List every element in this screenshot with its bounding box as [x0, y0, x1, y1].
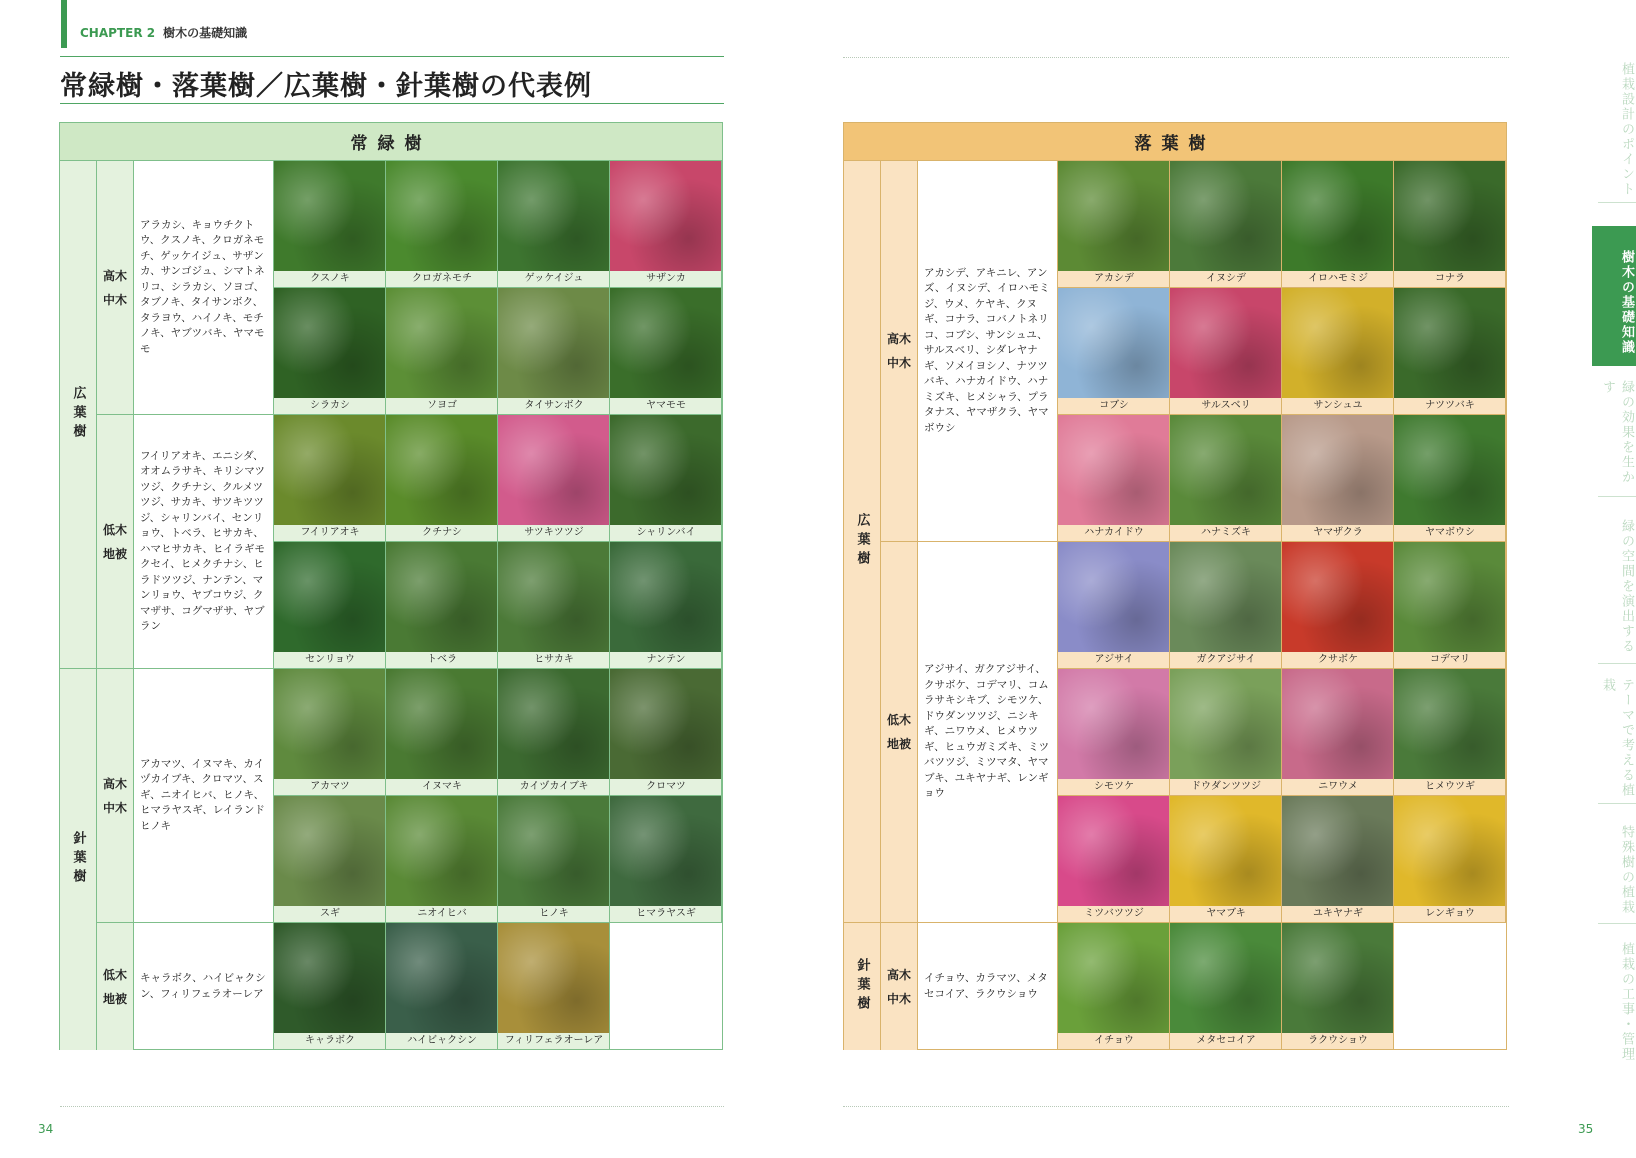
plant-photo-caption: ヒサカキ	[498, 652, 610, 668]
plant-photo	[498, 415, 610, 542]
evergreen-conifer-label: 針葉樹	[60, 669, 97, 1050]
size-label: 中木	[886, 991, 911, 1006]
evergreen-conifer-low-list	[134, 923, 274, 1050]
plant-photo	[274, 161, 386, 288]
plant-photo	[274, 923, 386, 1050]
chapter-tab-3[interactable]: 緑の効果を生かす	[1600, 380, 1634, 485]
plant-photo-image	[1282, 923, 1394, 1034]
plant-photo-caption: ヒマラヤスギ	[610, 906, 722, 922]
tab-divider	[1598, 202, 1636, 203]
chapter-tab-1[interactable]: 植栽設計のポイント	[1619, 61, 1634, 197]
plant-photo-image	[610, 161, 722, 272]
page-number-right: 35	[1578, 1122, 1594, 1136]
plant-photo-image	[1282, 415, 1394, 526]
plant-photo	[1394, 796, 1506, 923]
species-list-text: アジサイ、ガクアジサイ、クサボケ、コデマリ、コムラサキシキブ、シモツケ、ドウダンツツジ、ニシキギ、ニワウメ、ヒメウツギ、ヒュウガミズキ、ミツバツツジ、ミツマタ、ヤマブキ、ユキヤナギ、レンギョウ	[924, 663, 1050, 800]
plant-photo-image	[1058, 669, 1170, 780]
plant-photo	[1170, 161, 1282, 288]
plant-photo-image	[386, 161, 498, 272]
size-label: 高木	[886, 967, 911, 982]
plant-photo-caption: ユキヤナギ	[1282, 906, 1394, 922]
plant-photo	[1170, 542, 1282, 669]
plant-photo	[498, 542, 610, 669]
header-rule-right	[843, 57, 1509, 58]
tab-divider	[1598, 663, 1636, 664]
plant-photo-image	[274, 288, 386, 399]
plant-photo	[610, 161, 722, 288]
plant-photo-caption: ハナミズキ	[1170, 525, 1282, 541]
evergreen-conifer-tall-list	[134, 669, 274, 923]
plant-photo-caption: アカシデ	[1058, 271, 1170, 287]
plant-photo	[498, 161, 610, 288]
deciduous-broadleaf-low-list	[918, 542, 1058, 923]
plant-photo-caption: イロハモミジ	[1282, 271, 1394, 287]
plant-photo-caption: イヌシデ	[1170, 271, 1282, 287]
plant-photo	[1282, 923, 1394, 1050]
plant-photo-caption: スギ	[274, 906, 386, 922]
size-label: 中木	[886, 356, 911, 370]
chapter-tab-2-active[interactable]: 樹木の基礎知識	[1592, 226, 1636, 366]
size-label: 高木	[102, 776, 127, 791]
plant-photo-caption: ヒノキ	[498, 906, 610, 922]
plant-photo-image	[1170, 415, 1282, 526]
deciduous-conifer-tall-list	[918, 923, 1058, 1050]
plant-photo-caption: メタセコイア	[1170, 1033, 1282, 1049]
plant-photo-image	[1058, 923, 1170, 1034]
plant-photo	[1058, 161, 1170, 288]
plant-photo	[1058, 669, 1170, 796]
evergreen-conifer-low-label	[97, 923, 134, 1050]
chapter-accent-bar	[61, 0, 67, 48]
plant-photo-caption: クサボケ	[1282, 652, 1394, 668]
plant-photo-caption: ヒメウツギ	[1394, 779, 1506, 795]
chapter-tab-7[interactable]: 植栽の工事・管理	[1619, 942, 1634, 1062]
plant-photo	[1282, 542, 1394, 669]
plant-photo-image	[274, 669, 386, 780]
deciduous-conifer-label: 針葉樹	[844, 923, 881, 1050]
chapter-tab-4[interactable]: 緑の空間を演出する	[1619, 518, 1634, 654]
chapter-header	[80, 24, 247, 41]
plant-photo-image	[498, 161, 610, 272]
chapter-label: CHAPTER	[80, 26, 143, 40]
plant-photo-image	[1282, 542, 1394, 653]
chapter-title: 樹木の基礎知識	[163, 26, 248, 40]
plant-photo-image	[1170, 669, 1282, 780]
plant-photo-caption: シャリンバイ	[610, 525, 722, 541]
plant-photo-caption: イヌマキ	[386, 779, 498, 795]
plant-photo	[1282, 288, 1394, 415]
plant-photo-image	[1170, 161, 1282, 272]
plant-photo-image	[1282, 288, 1394, 399]
plant-photo-image	[386, 669, 498, 780]
evergreen-broadleaf-tall-list	[134, 161, 274, 415]
evergreen-header: 常緑樹	[60, 123, 722, 161]
plant-photo-image	[274, 542, 386, 653]
plant-photo-caption: コブシ	[1058, 398, 1170, 414]
plant-photo-caption: クロガネモチ	[386, 271, 498, 287]
plant-photo	[386, 669, 498, 796]
plant-photo-image	[386, 796, 498, 907]
plant-photo-image	[498, 288, 610, 399]
plant-photo-caption: ナンテン	[610, 652, 722, 668]
plant-photo-caption: コナラ	[1394, 271, 1506, 287]
plant-photo	[610, 669, 722, 796]
plant-photo-image	[610, 542, 722, 653]
species-list-text: イチョウ、カラマツ、メタセコイア、ラクウショウ	[924, 972, 1048, 1000]
plant-photo-caption: イチョウ	[1058, 1033, 1170, 1049]
plant-photo-image	[1394, 669, 1506, 780]
plant-photo-caption: ゲッケイジュ	[498, 271, 610, 287]
plant-photo	[498, 796, 610, 923]
header-rule	[60, 56, 724, 57]
evergreen-broadleaf-low-list	[134, 415, 274, 669]
species-list-text: アカマツ、イヌマキ、カイヅカイブキ、クロマツ、スギ、ニオイヒバ、ヒノキ、ヒマラヤスギ、レイランドヒノキ	[140, 757, 265, 832]
plant-photo-caption: ハナカイドウ	[1058, 525, 1170, 541]
plant-photo-image	[610, 415, 722, 526]
plant-photo	[386, 161, 498, 288]
plant-photo-image	[1058, 796, 1170, 907]
plant-photo-image	[498, 542, 610, 653]
plant-photo	[274, 796, 386, 923]
size-label: 地被	[886, 737, 911, 751]
plant-photo-image	[274, 415, 386, 526]
plant-photo-image	[1394, 288, 1506, 399]
plant-photo	[610, 542, 722, 669]
plant-photo-caption: ラクウショウ	[1282, 1033, 1394, 1049]
plant-photo-caption: ソヨゴ	[386, 398, 498, 414]
plant-photo-caption: ナツツバキ	[1394, 398, 1506, 414]
size-label: 高木	[102, 268, 127, 283]
plant-photo	[1394, 415, 1506, 542]
plant-photo-image	[498, 415, 610, 526]
plant-photo	[498, 923, 610, 1050]
plant-photo-caption: ニオイヒバ	[386, 906, 498, 922]
deciduous-header: 落葉樹	[844, 123, 1506, 161]
plant-photo	[274, 669, 386, 796]
plant-photo-caption: タイサンボク	[498, 398, 610, 414]
plant-photo-caption: ガクアジサイ	[1170, 652, 1282, 668]
plant-photo-image	[386, 415, 498, 526]
plant-photo	[274, 288, 386, 415]
plant-photo	[1170, 669, 1282, 796]
plant-photo-image	[498, 796, 610, 907]
deciduous-broadleaf-tall-list	[918, 161, 1058, 542]
plant-photo-caption: フイリアオキ	[274, 525, 386, 541]
evergreen-broadleaf-tall-label	[97, 161, 134, 415]
size-label: 低木	[102, 522, 127, 537]
plant-photo-image	[1170, 796, 1282, 907]
plant-photo-caption: キャラボク	[274, 1033, 386, 1049]
plant-photo	[1058, 796, 1170, 923]
plant-photo-caption: トベラ	[386, 652, 498, 668]
plant-photo-caption: センリョウ	[274, 652, 386, 668]
plant-photo-caption: クスノキ	[274, 271, 386, 287]
plant-photo	[274, 542, 386, 669]
plant-photo-caption: ニワウメ	[1282, 779, 1394, 795]
deciduous-table	[843, 122, 1507, 1050]
footer-rule-left	[60, 1106, 724, 1107]
plant-photo-caption: ヤマボウシ	[1394, 525, 1506, 541]
plant-photo-image	[498, 669, 610, 780]
chapter-number: 2	[146, 26, 156, 40]
plant-photo	[1394, 542, 1506, 669]
evergreen-table	[59, 122, 723, 1050]
plant-photo-image	[1394, 796, 1506, 907]
plant-photo	[1058, 923, 1170, 1050]
plant-photo-caption: ヤマモモ	[610, 398, 722, 414]
plant-photo-caption: ヤマブキ	[1170, 906, 1282, 922]
plant-photo	[498, 669, 610, 796]
size-label: 地被	[102, 991, 127, 1006]
plant-photo	[386, 796, 498, 923]
plant-photo-caption: アジサイ	[1058, 652, 1170, 668]
plant-photo-caption: コデマリ	[1394, 652, 1506, 668]
evergreen-broadleaf-low-label	[97, 415, 134, 669]
title-rule	[60, 103, 724, 104]
evergreen-conifer-tall-label	[97, 669, 134, 923]
deciduous-broadleaf-low-label	[881, 542, 918, 923]
plant-photo	[1058, 542, 1170, 669]
plant-photo-caption: カイヅカイブキ	[498, 779, 610, 795]
plant-photo-image	[1058, 288, 1170, 399]
plant-photo	[1282, 415, 1394, 542]
plant-photo-caption: シラカシ	[274, 398, 386, 414]
size-label: 低木	[886, 713, 911, 727]
plant-photo-image	[386, 288, 498, 399]
plant-photo	[1058, 288, 1170, 415]
plant-photo-caption: サンシュユ	[1282, 398, 1394, 414]
size-label: 中木	[102, 800, 127, 815]
evergreen-broadleaf-label: 広葉樹	[60, 161, 97, 669]
plant-photo	[386, 415, 498, 542]
plant-photo-image	[1058, 542, 1170, 653]
plant-photo-image	[1394, 161, 1506, 272]
deciduous-broadleaf-tall-label	[881, 161, 918, 542]
plant-photo	[1282, 161, 1394, 288]
species-list-text: アカシデ、アキニレ、アンズ、イヌシデ、イロハモミジ、ウメ、ケヤキ、クヌギ、コナラ、コバノトネリコ、コブシ、サンシュユ、サルスベリ、シダレヤナギ、ソメイヨシノ、ナツツバキ、ハナカイドウ、ハナミズキ、ヒメシャラ、プラタナス、ヤマザクラ、ヤマボウシ	[924, 266, 1050, 434]
size-label: 中木	[102, 292, 127, 307]
species-list-text: フイリアオキ、エニシダ、オオムラサキ、キリシマツツジ、クチナシ、クルメツツジ、サカキ、サツキツツジ、シャリンバイ、センリョウ、トベラ、ヒサカキ、ハマヒサカキ、ヒイラギモクセイ、ヒメクチナシ、ヒラドツツジ、ナンテン、マンリョウ、ヤブコウジ、クマザサ、コグマザサ、ヤブラン	[140, 449, 266, 632]
plant-photo	[1170, 796, 1282, 923]
plant-photo-caption: クチナシ	[386, 525, 498, 541]
plant-photo	[1170, 923, 1282, 1050]
plant-photo	[1282, 796, 1394, 923]
page-title: 常緑樹・落葉樹／広葉樹・針葉樹の代表例	[60, 71, 592, 102]
plant-photo-image	[1394, 542, 1506, 653]
species-list-text: アラカシ、キョウチクトウ、クスノキ、クロガネモチ、ゲッケイジュ、サザンカ、サンゴジュ、シマトネリコ、シラカシ、ソヨゴ、タブノキ、タイサンボク、タラヨウ、ハイノキ、モチノキ、ヤブツバキ、ヤマモモ	[140, 218, 265, 355]
plant-photo	[274, 415, 386, 542]
chapter-tabs	[1592, 48, 1636, 1098]
plant-photo-caption: フィリフェラオーレア	[498, 1033, 610, 1049]
plant-photo-image	[1394, 415, 1506, 526]
chapter-tab-5[interactable]: テーマで考える植栽	[1600, 678, 1634, 798]
plant-photo	[1170, 288, 1282, 415]
plant-photo-caption: ハイビャクシン	[386, 1033, 498, 1049]
plant-photo	[1394, 161, 1506, 288]
plant-photo	[498, 288, 610, 415]
plant-photo-caption: レンギョウ	[1394, 906, 1506, 922]
size-label: 地被	[102, 546, 127, 561]
tab-divider	[1598, 496, 1636, 497]
plant-photo-image	[1170, 542, 1282, 653]
plant-photo	[1394, 669, 1506, 796]
plant-photo	[386, 288, 498, 415]
deciduous-broadleaf-label: 広葉樹	[844, 161, 881, 923]
plant-photo-caption: クロマツ	[610, 779, 722, 795]
plant-photo-image	[1058, 161, 1170, 272]
plant-photo-image	[274, 796, 386, 907]
plant-photo-caption: ドウダンツツジ	[1170, 779, 1282, 795]
size-label: 高木	[886, 332, 911, 346]
plant-photo-caption: シモツケ	[1058, 779, 1170, 795]
plant-photo	[610, 288, 722, 415]
plant-photo-image	[274, 161, 386, 272]
plant-photo-caption: サザンカ	[610, 271, 722, 287]
plant-photo-image	[610, 669, 722, 780]
plant-photo-image	[386, 923, 498, 1034]
plant-photo-image	[1170, 288, 1282, 399]
plant-photo-image	[386, 542, 498, 653]
deciduous-conifer-tall-label	[881, 923, 918, 1050]
plant-photo-image	[610, 288, 722, 399]
plant-photo-image	[498, 923, 610, 1034]
plant-photo-image	[1058, 415, 1170, 526]
size-label: 低木	[102, 967, 127, 982]
species-list-text: キャラボク、ハイビャクシン、フィリフェラオーレア	[140, 972, 266, 1000]
plant-photo-image	[1282, 796, 1394, 907]
plant-photo-image	[274, 923, 386, 1034]
plant-photo	[610, 415, 722, 542]
plant-photo	[610, 796, 722, 923]
page-number-left: 34	[38, 1122, 54, 1136]
footer-rule-right	[843, 1106, 1509, 1107]
plant-photo	[386, 923, 498, 1050]
plant-photo	[1394, 288, 1506, 415]
plant-photo	[1170, 415, 1282, 542]
plant-photo-image	[1170, 923, 1282, 1034]
plant-photo	[1058, 415, 1170, 542]
plant-photo-image	[1282, 161, 1394, 272]
plant-photo-caption: サルスベリ	[1170, 398, 1282, 414]
plant-photo-caption: ミツバツツジ	[1058, 906, 1170, 922]
tab-divider	[1598, 803, 1636, 804]
plant-photo-image	[610, 796, 722, 907]
plant-photo-caption: ヤマザクラ	[1282, 525, 1394, 541]
tab-divider	[1598, 923, 1636, 924]
plant-photo-image	[1282, 669, 1394, 780]
plant-photo-caption: サツキツツジ	[498, 525, 610, 541]
plant-photo	[1282, 669, 1394, 796]
chapter-tab-6[interactable]: 特殊樹の植栽	[1619, 824, 1634, 915]
plant-photo	[386, 542, 498, 669]
plant-photo-caption: アカマツ	[274, 779, 386, 795]
